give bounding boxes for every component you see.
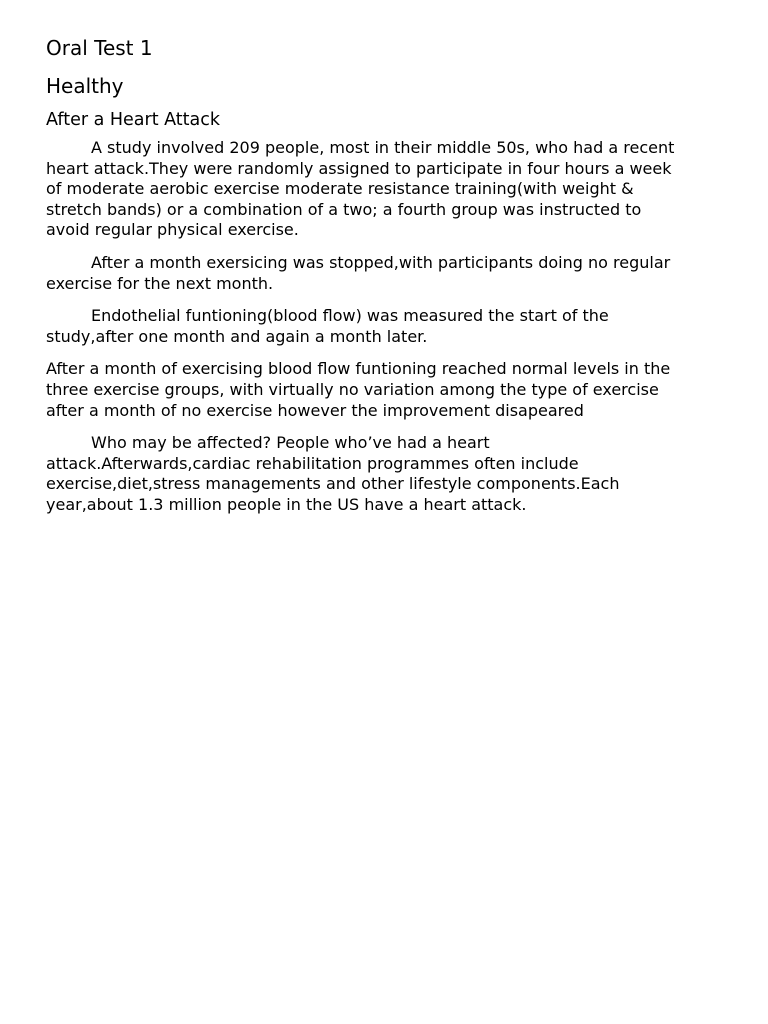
paragraph-measurement: Endothelial funtioning(blood flow) was measured the start of the study,after one month and again a month later.: [46, 306, 609, 346]
section-heading: Healthy: [46, 74, 124, 98]
article-subtitle: After a Heart Attack: [46, 110, 221, 130]
paragraph-who-affected: Who may be affected? People who’ve had a heart attack.Afterwards,cardiac rehabilitation programmes often include exercise,diet,stress managements and other lifestyle components.Each year,about 1.3 million people in the US have a heart attack.: [46, 433, 620, 514]
paragraph-results: After a month of exercising blood flow funtioning reached normal levels in the three exercise groups, with virtually no variation among the type of exercise after a month of no exercise however the improvement disapeared: [46, 359, 671, 420]
document-title: Oral Test 1: [46, 36, 153, 60]
paragraph-exercise-stopped: After a month exersicing was stopped,with participants doing no regular exercise for the next month.: [46, 252, 671, 293]
paragraph-study: A study involved 209 people, most in their middle 50s, who had a recent heart attack.They were randomly assigned to participate in four hours a week of moderate aerobic exercise moderate resistance training(with weight & stretch bands) or a combination of a two; a fourth group was instructed to avoid regular physical exercise.: [46, 138, 675, 240]
document-page: [46, 34, 686, 528]
